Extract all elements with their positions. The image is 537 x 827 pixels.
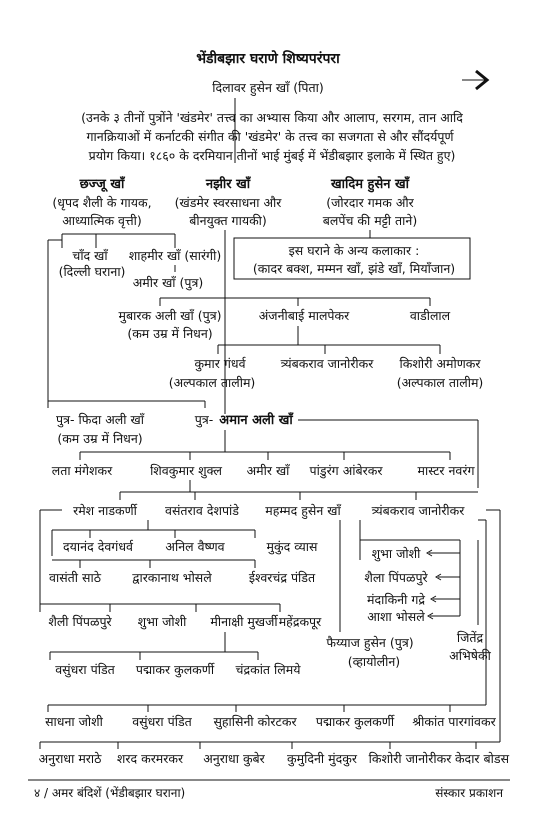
node-vasantrao: वसंतराव देशपांडे [165, 503, 239, 518]
node-kishori-2: किशोरी जानोरीकर [368, 751, 452, 766]
node-dayanand: दयानंद देवगंधर्व [63, 539, 133, 554]
node-aman: अमान अली खाँ [219, 413, 293, 428]
node-kedar: केदार बोडस [454, 751, 510, 766]
node-chandrakant: चंद्रकांत लिमये [235, 662, 301, 677]
son-nazir: नझीर खाँ [205, 177, 251, 192]
node-pandurang: पांडुरंग आंबेरकर [309, 463, 383, 478]
node-ishwar: ईश्वरचंद्र पंडित [248, 570, 316, 585]
node-sharad: शरद करमरकर [116, 751, 184, 766]
node-trimbak-2: त्र्यंबकराव जानोरीकर [371, 503, 465, 518]
node-trimbak-1: त्र्यंबकराव जानोरीकर [280, 356, 374, 371]
node-kumudini: कुमुदिनी मुंदकुर [287, 751, 357, 766]
node-amirkhan: अमीर खाँ [246, 463, 290, 478]
son-nazir-note-2: बीनयुक्त गायकी) [189, 213, 267, 228]
node-mubarak-note: (कम उम्र में निधन) [127, 326, 213, 341]
node-sadhana: साधना जोशी [45, 714, 103, 729]
others-names: (कादर बक्श, मम्मन खाँ, झंडे खाँ, मियाँजान) [252, 261, 456, 276]
node-vasundhara-2: वसुंधरा पंडित [132, 714, 192, 729]
son-khadim: खादिम हुसेन खाँ [330, 177, 410, 192]
son-khadim-note-2: बलपेंच की मट्टी ताने) [322, 213, 418, 228]
arrow-right-icon [462, 71, 487, 89]
node-mahendra: महेंद्रकपूर [278, 614, 322, 629]
node-jitendra-1: जितेंद्र [456, 630, 484, 645]
node-jitendra-2: अभिषेकी [449, 648, 491, 663]
node-amir-son: अमीर खाँ (पुत्र) [132, 275, 204, 290]
node-chand: चाँद खाँ [72, 248, 108, 263]
node-ramesh: रमेश नाडकर्णी [73, 503, 137, 518]
node-shivkumar: शिवकुमार शुक्ल [150, 463, 222, 478]
node-master: मास्टर नवरंग [417, 463, 475, 478]
son-chhajju: छज्जू खाँ [79, 177, 125, 192]
node-dwarkanath: द्वारकानाथ भोसले [132, 570, 212, 585]
node-vadilal: वाडीलाल [409, 308, 451, 323]
node-lata: लता मंगेशकर [51, 463, 113, 478]
son-nazir-note-1: (खंडमेर स्वरसाधना और [174, 195, 282, 210]
node-fida: पुत्र- फिदा अली खाँ [56, 412, 144, 427]
node-shahmir: शाहमीर खाँ (सारंगी) [128, 248, 222, 263]
node-kumar: कुमार गंधर्व [194, 356, 246, 371]
node-mukund: मुकुंद व्यास [266, 539, 318, 554]
node-shaila-1: शैला पिंपळपुरे [364, 570, 428, 585]
intro-line-3: प्रयोग किया। १८६० के दरमियान तीनों भाई मुंबई में भेंडीबझार इलाके में स्थित हुए) [88, 148, 456, 163]
node-kumar-note: (अल्पकाल तालीम) [168, 375, 256, 390]
node-fida-note: (कम उम्र में निधन) [57, 431, 143, 446]
node-aman-prefix: पुत्र- [194, 412, 214, 427]
node-minakshi: मीनाक्षी मुखर्जी [210, 614, 278, 629]
node-anuradha-1: अनुराधा मराठे [38, 751, 102, 766]
node-faiyaz-note: (व्हायोलीन) [347, 654, 401, 669]
others-heading: इस घराने के अन्य कलाकार : [288, 243, 420, 258]
node-padmakar-1: पद्माकर कुलकर्णी [135, 662, 215, 677]
node-shrikant: श्रीकांत पारगांवकर [412, 714, 496, 729]
node-mubarak: मुबारक अली खाँ (पुत्र) [118, 308, 222, 323]
node-shubha-2: शुभा जोशी [137, 614, 187, 629]
node-vasanti: वासंती साठे [49, 570, 101, 585]
node-kishori-1: किशोरी अमोणकर [399, 356, 481, 371]
node-vasundhara-1: वसुंधरा पंडित [55, 662, 115, 677]
node-mandakini: मंदाकिनी गद्रे [366, 592, 426, 607]
node-chand-note: (दिल्ली घराना) [58, 264, 126, 279]
node-anjanibai: अंजनीबाई मालपेकर [258, 308, 350, 323]
node-suhasini: सुहासिनी कोरटकर [213, 714, 297, 729]
intro-line-2: गानक्रियाओं में कर्नाटकी संगीत की 'खंडमेर' के तत्त्व का सजगता से और सौंदर्यपूर्ण [86, 129, 454, 144]
node-faiyaz: फैय्याज हुसेन (पुत्र) [326, 635, 414, 650]
founder: दिलावर हुसेन खाँ (पिता) [212, 80, 324, 95]
node-anuradha-2: अनुराधा कुबेर [203, 751, 265, 766]
intro-line-1: (उनके ३ तीनों पुत्रोंने 'खंडमेर' तत्त्व का अभ्यास किया और आलाप, सरगम, तान आदि [81, 110, 463, 125]
son-chhajju-note-2: आध्यात्मिक वृत्ती) [62, 213, 142, 228]
footer-left: ४ / अमर बंदिशें (भेंडीबझार घराना) [34, 786, 186, 800]
son-khadim-note-1: (जोरदार गमक और [326, 195, 414, 210]
footer-right: संस्कार प्रकाशन [435, 786, 503, 800]
node-anil: अनिल वैष्णव [165, 539, 225, 554]
node-shubha-1: शुभा जोशी [371, 546, 421, 561]
page-title: भेंडीबझार घराणे शिष्यपरंपरा [196, 51, 340, 67]
node-mahammad: महम्मद हुसेन खाँ [265, 503, 341, 518]
node-padmakar-2: पद्माकर कुलकर्णी [315, 714, 395, 729]
son-chhajju-note-1: (धृपद शैली के गायक, [52, 195, 152, 210]
node-asha: आशा भोसले [367, 609, 425, 624]
node-shaila-2: शैली पिंपळपुरे [48, 614, 112, 629]
node-kishori-1-note: (अल्पकाल तालीम) [396, 375, 484, 390]
